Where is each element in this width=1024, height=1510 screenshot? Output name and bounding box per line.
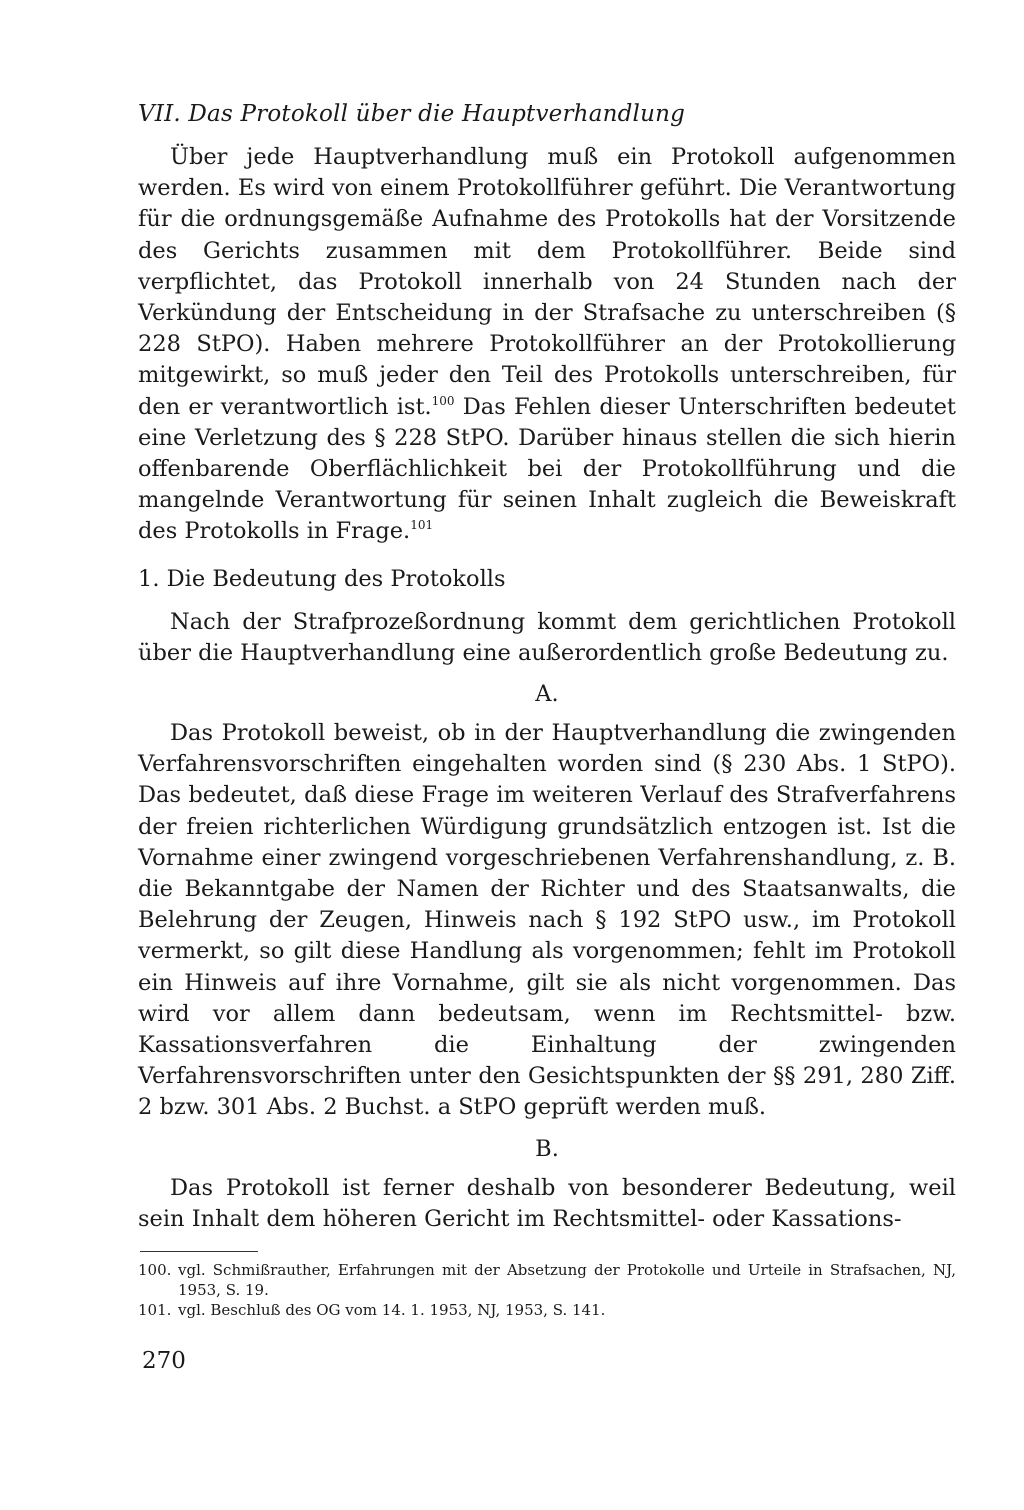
footnote-ref-100[interactable]: 100 — [431, 393, 455, 408]
footnote-number: 100. — [138, 1261, 172, 1280]
footnotes — [138, 1260, 956, 1320]
footnote-divider — [140, 1251, 258, 1252]
intro-paragraph — [138, 142, 956, 548]
footnote-number: 101. — [138, 1301, 172, 1320]
subsection-heading: 1. Die Bedeutung des Protokolls — [138, 565, 506, 592]
part-b-paragraph: Das Protokoll ist ferner deshalb von besonderer Bedeutung, weil sein Inhalt dem höheren Gericht im Rechtsmittel- oder Kassations- — [138, 1174, 956, 1232]
document-page — [138, 98, 956, 1320]
footnote-100 — [138, 1260, 956, 1300]
footnote-101 — [138, 1300, 956, 1320]
part-b-heading: B. — [535, 1135, 559, 1162]
footnote-text: vgl. Beschluß des OG vom 14. 1. 1953, NJ, 1953, S. 141. — [178, 1301, 606, 1320]
footnote-text: vgl. Schmißrauther, Erfahrungen mit der Absetzung der Protokolle und Urteile in Strafsachen, NJ, 1953, S. 19. — [178, 1261, 956, 1300]
intro-text: Über jede Hauptverhandlung muß ein Protokoll aufgenommen werden. Es wird von einem Protokollführer geführt. Die Verantwortung für die ordnungsgemäße Aufnahme des Protokolls hat der Vorsitzende des Gerichts zusammen mit dem Protokollführer. Beide sind verpflichtet, das Protokoll innerhalb von 24 Stunden nach der Verkündung der Entscheidung in der Strafsache zu unterschreiben (§ 228 StPO). Haben mehrere Protokollführer an der Protokollierung mitgewirkt, so muß jeder den Teil des Protokolls unterschreiben, für den er verantwortlich ist. — [138, 144, 956, 420]
section-title: VII. Das Protokoll über die Hauptverhandlung — [138, 101, 686, 127]
part-a-heading: A. — [535, 681, 559, 708]
intro-text-continued: Das Fehlen dieser Unterschriften bedeutet eine Verletzung des § 228 StPO. Darüber hinaus stellen die sich hierin offenbarende Oberflächlichkeit bei der Protokollführung und die mangelnde Verantwortung für seinen Inhalt zugleich die Beweiskraft des Protokolls in Frage. — [138, 393, 956, 545]
subsection-paragraph: Nach der Strafprozeßordnung kommt dem gerichtlichen Protokoll über die Hauptverhandlung eine außerordentlich große Bedeutung zu. — [138, 608, 956, 666]
page-number: 270 — [142, 1348, 186, 1374]
footnote-ref-101[interactable]: 101 — [410, 518, 434, 533]
part-a-paragraph: Das Protokoll beweist, ob in der Hauptverhandlung die zwingenden Verfahrensvorschriften eingehalten worden sind (§ 230 Abs. 1 StPO). Das bedeutet, daß diese Frage im weiteren Verlauf des Strafverfahrens der freien richterlichen Würdigung grundsätzlich entzogen ist. Ist die Vornahme einer zwingend vorgeschriebenen Verfahrenshandlung, z. B. die Bekanntgabe der Namen der Richter und des Staatsanwalts, die Belehrung der Zeugen, Hinweis nach § 192 StPO usw., im Protokoll vermerkt, so gilt diese Handlung als vorgenommen; fehlt im Protokoll ein Hinweis auf ihre Vornahme, gilt sie als nicht vorgenommen. Das wird vor allem dann bedeutsam, wenn im Rechtsmittel- bzw. Kassationsverfahren die Einhaltung der zwingenden Verfahrensvorschriften unter den Gesichtspunkten der §§ 291, 280 Ziff. 2 bzw. 301 Abs. 2 Buchst. a StPO geprüft werden muß. — [138, 720, 956, 1121]
